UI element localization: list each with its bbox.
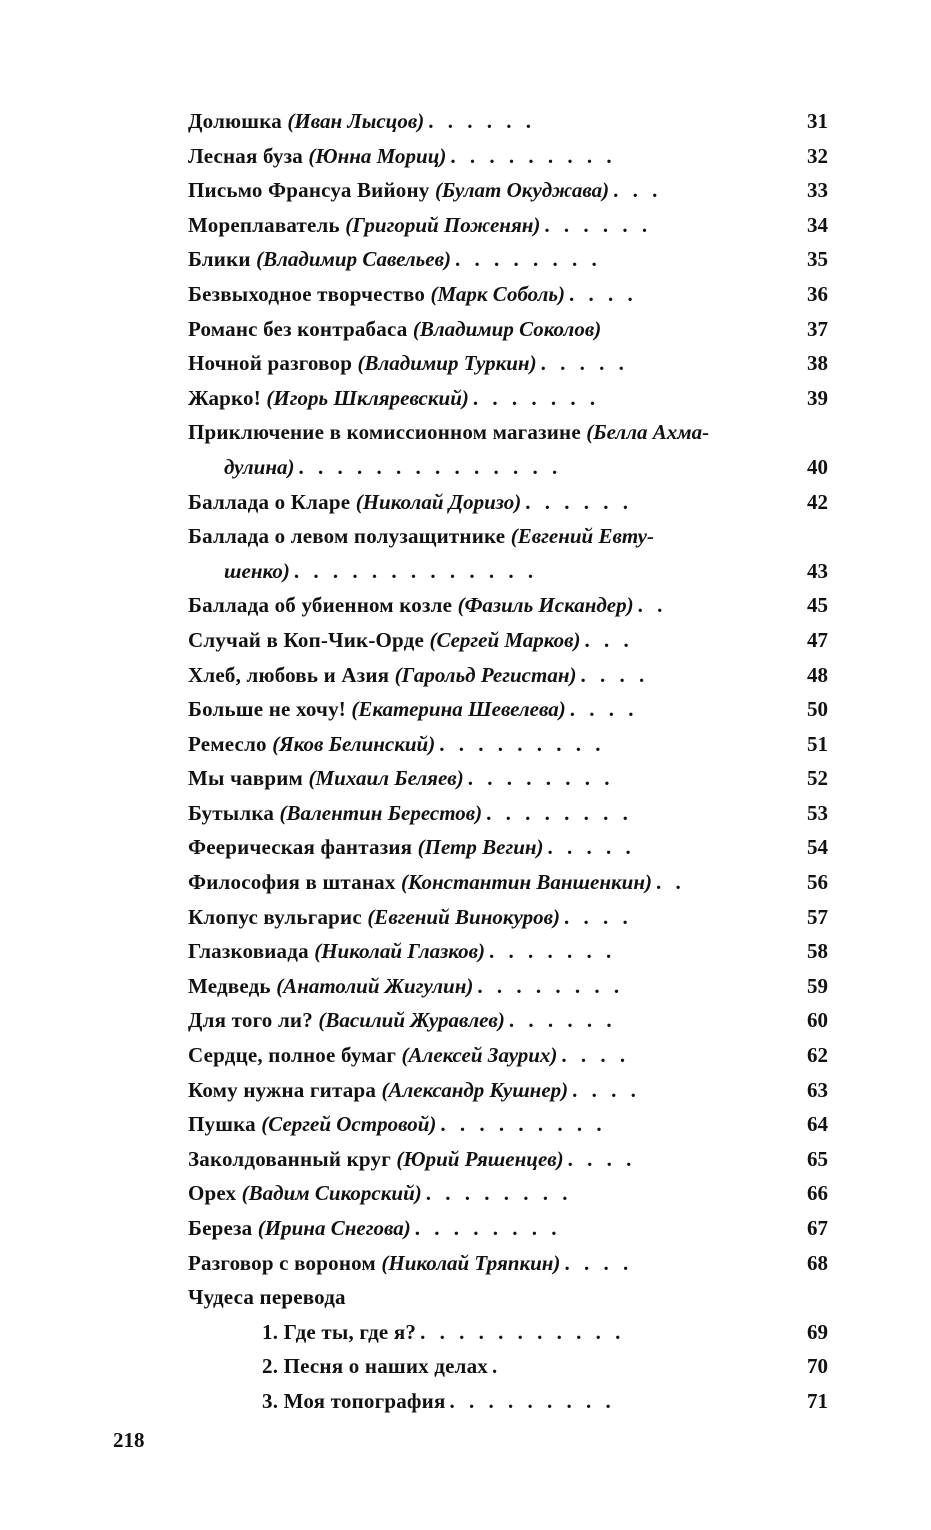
toc-entry-title: Баллада о левом полузащитнике <box>188 524 511 549</box>
toc-entry-text <box>188 139 778 174</box>
toc-entry-title: Ремесло <box>188 731 273 756</box>
toc-entry-page: 39 <box>807 385 828 410</box>
toc-entry-author: (Яков Белинский) <box>272 731 436 756</box>
toc-leader-dots <box>709 420 713 444</box>
toc-entry-title: Долюшка <box>188 109 288 133</box>
toc-leader-dots: . . . <box>613 178 658 203</box>
toc-entry-page: 50 <box>807 697 828 722</box>
toc-entry-title: Феерическая фантазия <box>188 835 418 860</box>
toc-entry-text <box>262 1384 778 1419</box>
toc-entry-author: (Петр Вегин) <box>417 835 544 860</box>
toc-entry-page: 33 <box>807 178 828 203</box>
toc-entry-page: 68 <box>807 1250 828 1275</box>
toc-entry-page: 63 <box>807 1077 828 1102</box>
toc-leader-dots: . . . . . . . . <box>486 800 628 825</box>
toc-entry-author: (Гарольд Регистан) <box>394 662 577 687</box>
toc-entry <box>188 761 828 796</box>
toc-entry <box>188 242 828 277</box>
toc-entry-author: (Марк Соболь) <box>430 281 566 306</box>
toc-entry-text <box>188 1280 778 1315</box>
toc-entry-title: 1. Где ты, где я? <box>262 1319 417 1344</box>
toc-entry-text <box>188 173 778 208</box>
toc-entry-page: 45 <box>807 593 828 618</box>
toc-leader-dots: . . . . <box>580 662 645 687</box>
toc-entry <box>188 1211 828 1246</box>
toc-entry-author: (Екатерина Шевелева) <box>351 697 566 722</box>
toc-entry-author: (Николай Тряпкин) <box>381 1250 561 1275</box>
toc-entry <box>188 1315 828 1350</box>
toc-entry-title: Кому нужна гитара <box>188 1077 382 1102</box>
toc-entry-title: Больше не хочу! <box>188 697 352 722</box>
toc-entry-title: Ночной разговор <box>188 351 358 376</box>
toc-entry-text <box>188 415 778 450</box>
toc-leader-dots: . . . . . . . . <box>414 1216 557 1240</box>
toc-leader-dots: . . . . . . . . . <box>450 143 612 168</box>
toc-leader-dots: . . . . . . . . . . . . . <box>293 558 534 583</box>
toc-entry-title: Письмо Франсуа Вийону <box>188 178 435 203</box>
toc-entry-author: (Евгений Евту- <box>510 524 654 549</box>
toc-entry <box>188 104 828 139</box>
toc-entry-title: Орех <box>188 1181 242 1206</box>
toc-leader-dots: . . . . . . <box>508 1008 612 1033</box>
toc-entry-page: 59 <box>807 973 828 998</box>
toc-entry-text <box>188 312 778 347</box>
toc-entry-title: Романс без контрабаса <box>188 316 413 341</box>
toc-entry-page: 31 <box>807 109 828 133</box>
toc-leader-dots <box>654 524 658 548</box>
toc-entry-page: 40 <box>807 454 828 479</box>
toc-entry-author: (Иван Лысцов) <box>287 109 425 133</box>
toc-entry-author: (Константин Ваншенкин) <box>401 870 652 895</box>
toc-entry-title: Глазковиада <box>188 939 315 964</box>
toc-entry-author: (Вадим Сикорский) <box>241 1181 422 1206</box>
toc-entry <box>188 346 828 381</box>
toc-entry-title: Мы чаврим <box>188 766 309 791</box>
toc-entry <box>188 1142 828 1177</box>
toc-leader-dots <box>601 317 605 341</box>
toc-leader-dots: . . . . <box>569 697 634 722</box>
toc-entry <box>188 1003 828 1038</box>
toc-entry <box>188 934 828 969</box>
toc-entry-page: 69 <box>807 1319 828 1344</box>
toc-entry-title: Жарко! <box>188 385 267 410</box>
toc-entry-author: (Сергей Марков) <box>429 627 581 652</box>
toc-entry-title: Случай в Коп-Чик-Орде <box>188 627 430 652</box>
toc-entry-author: (Белла Ахма- <box>586 420 710 445</box>
toc-leader-dots <box>346 1285 350 1309</box>
toc-entry-title: Хлеб, любовь и Азия <box>188 662 395 687</box>
toc-entry-text <box>188 900 778 935</box>
toc-entry-title: Для того ли? <box>188 1008 319 1033</box>
toc-entry-page: 35 <box>807 247 828 272</box>
toc-leader-dots: . . . . . . . . <box>425 1181 568 1206</box>
toc-entry-title: 3. Моя топография <box>262 1388 446 1413</box>
toc-entry-text <box>188 761 778 796</box>
toc-entry-author: (Михаил Беляев) <box>308 766 464 791</box>
toc-entry <box>188 173 828 208</box>
toc-entry <box>188 692 828 727</box>
toc-leader-dots: . . . . . . . <box>489 939 612 964</box>
toc-entry-text <box>188 104 778 139</box>
toc-entry-author: (Николай Глазков) <box>314 939 486 964</box>
toc-entry <box>188 1073 828 1108</box>
toc-entry-page: 70 <box>807 1354 828 1379</box>
toc-entry-text <box>188 519 778 554</box>
toc-entry <box>188 900 828 935</box>
toc-leader-dots: . . . . . . . . . <box>439 731 601 756</box>
toc-entry-author: (Сергей Островой) <box>261 1112 437 1137</box>
toc-entry-author: (Булат Окуджава) <box>434 178 610 203</box>
toc-entry-title: Разговор с вороном <box>188 1250 382 1275</box>
toc-entry-text <box>188 208 778 243</box>
toc-entry-title: Безвыходное творчество <box>188 281 431 306</box>
toc-entry-author: (Григорий Поженян) <box>345 212 541 237</box>
toc-entry-author: (Юнна Мориц) <box>308 143 447 168</box>
toc-entry-text <box>188 1003 778 1038</box>
toc-leader-dots: . . . . <box>564 1250 629 1275</box>
toc-entry-page: 37 <box>807 316 828 341</box>
toc-entry-page: 64 <box>807 1112 828 1137</box>
toc-entry <box>188 1107 828 1142</box>
toc-entry-text <box>262 1349 778 1384</box>
toc-entry-text <box>188 830 778 865</box>
toc-entry-title: Мореплаватель <box>188 212 346 237</box>
toc-entry-text <box>188 623 778 658</box>
toc-entry-title: Бутылка <box>188 800 280 825</box>
toc-entry-page: 48 <box>807 662 828 687</box>
toc-entry <box>188 519 828 554</box>
toc-entry-author: (Владимир Соколов) <box>412 316 602 341</box>
toc-leader-dots: . . . . . . <box>428 109 531 133</box>
toc-entry <box>188 208 828 243</box>
toc-entry <box>188 415 828 450</box>
toc-leader-dots: . . <box>655 870 681 895</box>
toc-entry-page: 60 <box>807 1008 828 1033</box>
toc-entry-title: Баллада об убиенном козле <box>188 593 458 618</box>
page-number: 218 <box>113 1428 145 1452</box>
toc-entry-title: Приключение в комиссионном магазине <box>188 420 587 445</box>
toc-entry-page: 51 <box>807 731 828 756</box>
toc-entry-text <box>188 346 778 381</box>
toc-entry-text <box>188 485 778 520</box>
toc-entry-page: 62 <box>807 1043 828 1068</box>
toc-entry-text <box>188 692 778 727</box>
toc-entry <box>188 658 828 693</box>
toc-entry <box>188 1349 828 1384</box>
toc-leader-dots: . . . . . . . . . <box>440 1112 602 1137</box>
toc-entry-page: 56 <box>807 870 828 895</box>
toc-entry-text <box>188 865 778 900</box>
toc-entry-page: 32 <box>807 143 828 168</box>
toc-entry-text <box>188 1107 778 1142</box>
toc-entry <box>188 727 828 762</box>
toc-entry <box>188 623 828 658</box>
toc-entry <box>188 450 828 485</box>
toc-entry-text <box>188 1142 778 1177</box>
toc-leader-dots: . . . . . . . . <box>477 973 620 998</box>
toc-leader-dots: . <box>492 1354 498 1379</box>
toc-entry-title: Блики <box>188 247 257 272</box>
toc-leader-dots: . . . . <box>567 1146 632 1171</box>
toc-leader-dots: . . . . . <box>547 835 631 860</box>
table-of-contents <box>188 104 828 1419</box>
toc-entry-page: 52 <box>807 766 828 791</box>
toc-entry-page: 38 <box>807 351 828 376</box>
toc-entry-text <box>188 277 778 312</box>
toc-entry-title: Чудеса перевода <box>188 1285 346 1310</box>
toc-leader-dots: . . <box>637 593 663 618</box>
toc-entry-text <box>224 554 778 589</box>
toc-leader-dots: . . . . . . <box>525 489 628 514</box>
toc-entry-author: дулина) <box>224 454 295 479</box>
toc-entry-text <box>262 1315 778 1350</box>
toc-entry <box>188 277 828 312</box>
toc-entry-page: 47 <box>807 627 828 652</box>
toc-entry <box>188 865 828 900</box>
toc-leader-dots: . . . . . . . . <box>454 247 597 272</box>
toc-leader-dots: . . . . . . . <box>472 385 596 410</box>
toc-leader-dots: . . . . <box>569 281 633 306</box>
toc-entry-page: 58 <box>807 939 828 964</box>
toc-entry-page: 53 <box>807 800 828 825</box>
toc-entry <box>188 554 828 589</box>
toc-entry <box>188 312 828 347</box>
toc-entry-page: 66 <box>807 1181 828 1206</box>
toc-entry-page: 65 <box>807 1146 828 1171</box>
toc-leader-dots: . . . . . . . . . <box>449 1388 611 1413</box>
toc-entry-text <box>188 588 778 623</box>
toc-entry-text <box>188 1246 778 1281</box>
toc-entry-text <box>188 381 778 416</box>
toc-entry <box>188 1280 828 1315</box>
toc-entry <box>188 969 828 1004</box>
toc-entry-author: (Валентин Берестов) <box>279 800 483 825</box>
toc-leader-dots: . . . . <box>563 904 628 929</box>
toc-entry-page: 42 <box>807 489 828 514</box>
toc-entry-author: (Юрий Ряшенцев) <box>396 1146 564 1171</box>
toc-entry-author: (Алексей Заурих) <box>401 1043 558 1068</box>
toc-entry <box>188 1176 828 1211</box>
toc-leader-dots: . . . . <box>572 1077 636 1102</box>
toc-entry-title: Баллада о Кларе <box>188 489 356 514</box>
toc-entry-title: Береза <box>188 1216 258 1240</box>
toc-entry-title: Заколдованный круг <box>188 1146 397 1171</box>
toc-entry-text <box>188 242 778 277</box>
toc-entry-author: (Владимир Туркин) <box>357 351 537 376</box>
toc-leader-dots: . . . . . <box>540 351 624 376</box>
toc-entry-text <box>188 796 778 831</box>
toc-entry <box>188 139 828 174</box>
toc-entry-text <box>188 727 778 762</box>
toc-entry-page: 71 <box>807 1388 828 1413</box>
toc-entry-author: (Ирина Снегова) <box>257 1216 411 1240</box>
toc-entry-text <box>188 1073 778 1108</box>
toc-entry <box>188 1038 828 1073</box>
toc-entry-author: (Владимир Савельев) <box>256 247 451 272</box>
toc-leader-dots: . . . . . . . . <box>467 766 610 791</box>
toc-entry-page: 43 <box>807 558 828 583</box>
toc-entry-text <box>188 934 778 969</box>
toc-leader-dots: . . . . . . <box>544 212 648 237</box>
toc-entry-text <box>188 1211 778 1246</box>
toc-entry-page: 34 <box>807 212 828 237</box>
toc-leader-dots: . . . . . . . . . . . <box>420 1319 621 1344</box>
toc-entry-title: Лесная буза <box>188 143 309 168</box>
toc-leader-dots: . . . <box>584 627 629 652</box>
toc-entry-title: Сердце, полное бумаг <box>188 1043 402 1068</box>
toc-entry-title: Медведь <box>188 973 277 998</box>
toc-entry <box>188 796 828 831</box>
toc-entry-text <box>188 1038 778 1073</box>
toc-entry-author: шенко) <box>224 558 290 583</box>
toc-entry <box>188 1384 828 1419</box>
toc-entry-title: Пушка <box>188 1112 262 1137</box>
toc-entry-page: 36 <box>807 281 828 306</box>
toc-entry-author: (Евгений Винокуров) <box>367 904 560 929</box>
toc-entry <box>188 1246 828 1281</box>
toc-entry <box>188 588 828 623</box>
toc-leader-dots: . . . . <box>561 1043 626 1068</box>
toc-entry-title: Клопус вульгарис <box>188 904 368 929</box>
toc-entry-text <box>188 1176 778 1211</box>
toc-entry-author: (Василий Журавлев) <box>318 1008 505 1033</box>
toc-entry-author: (Николай Доризо) <box>355 489 522 514</box>
toc-entry-text <box>224 450 778 485</box>
toc-entry-page: 67 <box>807 1216 828 1240</box>
toc-entry <box>188 830 828 865</box>
toc-entry-title: 2. Песня о наших делах <box>262 1354 488 1379</box>
toc-leader-dots: . . . . . . . . . . . . . . <box>298 454 558 479</box>
toc-entry-author: (Александр Кушнер) <box>381 1077 569 1102</box>
toc-entry-page: 54 <box>807 835 828 860</box>
toc-entry-title: Философия в штанах <box>188 870 402 895</box>
toc-entry <box>188 485 828 520</box>
toc-entry-text <box>188 658 778 693</box>
toc-entry-author: (Анатолий Жигулин) <box>276 973 474 998</box>
toc-entry-author: (Игорь Шкляревский) <box>266 385 469 410</box>
toc-entry-page: 57 <box>807 904 828 929</box>
toc-entry <box>188 381 828 416</box>
toc-entry-text <box>188 969 778 1004</box>
toc-entry-author: (Фазиль Искандер) <box>457 593 634 618</box>
